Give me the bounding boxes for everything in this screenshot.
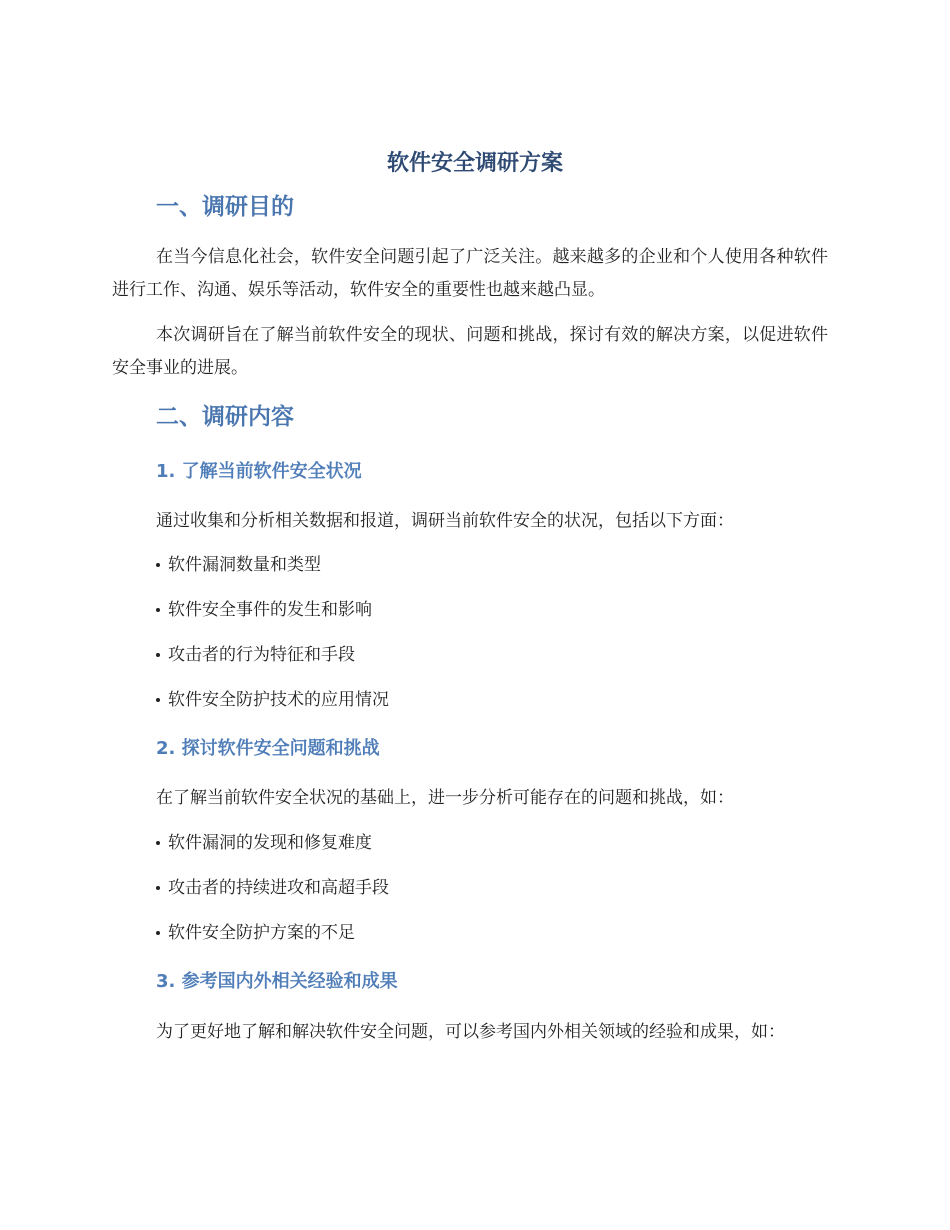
subsection-heading-1: 1. 了解当前软件安全状况	[156, 461, 362, 482]
bullet-icon	[156, 653, 160, 657]
subsection-1-intro: 通过收集和分析相关数据和报道，调研当前软件安全的状况，包括以下方面：	[156, 511, 734, 531]
subsection-3-intro: 为了更好地了解和解决软件安全问题，可以参考国内外相关领域的经验和成果，如：	[156, 1022, 785, 1042]
list-item	[156, 686, 389, 714]
section-heading-purpose: 一、调研目的	[156, 194, 294, 220]
list-item	[156, 596, 372, 624]
bullet-icon	[156, 698, 160, 702]
list-item	[156, 874, 389, 902]
list-item-text: 软件漏洞数量和类型	[168, 555, 321, 575]
bullet-icon	[156, 931, 160, 935]
bullet-icon	[156, 563, 160, 567]
list-item-text: 软件漏洞的发现和修复难度	[168, 833, 372, 853]
list-item	[156, 551, 321, 579]
list-item	[156, 641, 355, 669]
list-item-text: 软件安全防护技术的应用情况	[168, 690, 389, 710]
subsection-heading-2: 2. 探讨软件安全问题和挑战	[156, 738, 380, 759]
list-item	[156, 919, 355, 947]
paragraph-purpose-2: 本次调研旨在了解当前软件安全的现状、问题和挑战，探讨有效的解决方案，以促进软件安全事业的进展。	[112, 325, 828, 378]
list-item-text: 攻击者的行为特征和手段	[168, 645, 355, 665]
paragraph-purpose-1: 在当今信息化社会，软件安全问题引起了广泛关注。越来越多的企业和个人使用各种软件进行工作、沟通、娱乐等活动，软件安全的重要性也越来越凸显。	[112, 247, 828, 300]
bullet-icon	[156, 886, 160, 890]
list-item-text: 攻击者的持续进攻和高超手段	[168, 878, 389, 898]
subsection-heading-3: 3. 参考国内外相关经验和成果	[156, 971, 398, 992]
section-heading-content: 二、调研内容	[156, 404, 294, 430]
list-item	[156, 829, 372, 857]
bullet-icon	[156, 608, 160, 612]
document-title: 软件安全调研方案	[386, 151, 563, 176]
subsection-2-intro: 在了解当前软件安全状况的基础上，进一步分析可能存在的问题和挑战，如：	[156, 788, 734, 808]
list-item-text: 软件安全防护方案的不足	[168, 923, 355, 943]
bullet-icon	[156, 841, 160, 845]
list-item-text: 软件安全事件的发生和影响	[168, 600, 372, 620]
